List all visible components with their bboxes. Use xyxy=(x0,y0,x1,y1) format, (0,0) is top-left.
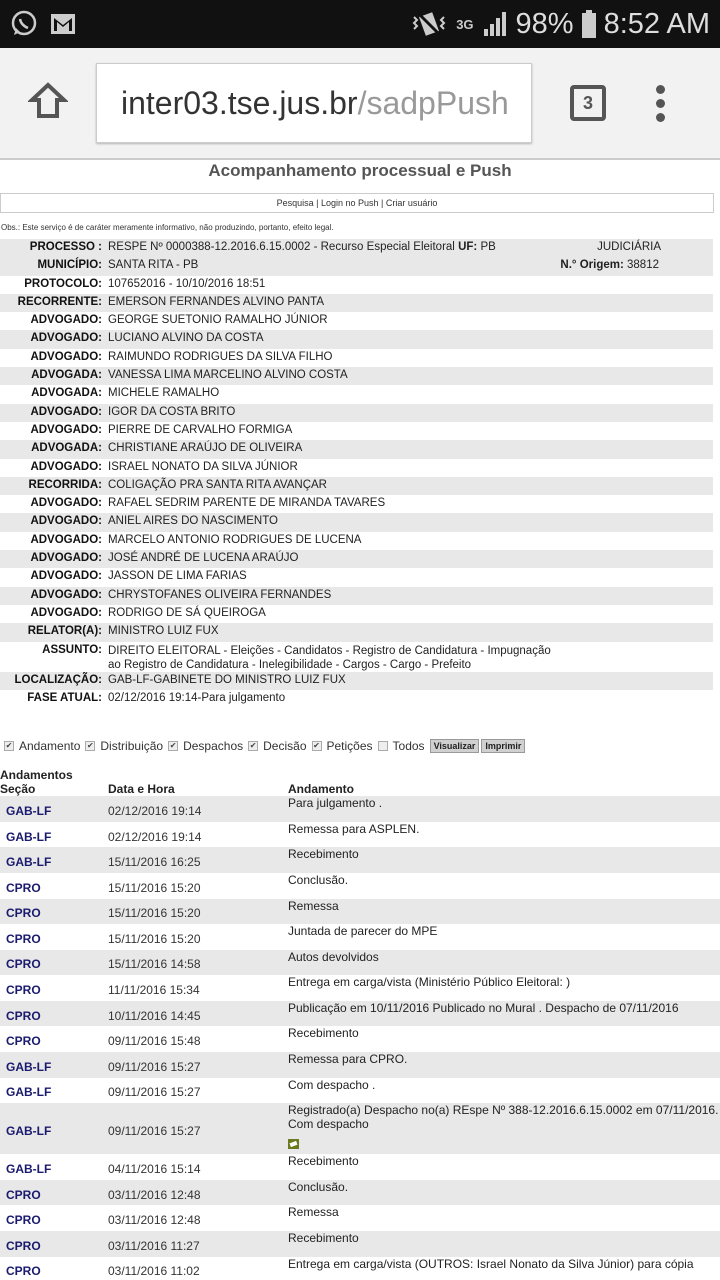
andamento-cell xyxy=(288,1180,720,1206)
menu-dot xyxy=(656,113,665,122)
visualizar-button[interactable]: Visualizar xyxy=(430,739,480,753)
info-row xyxy=(0,404,713,422)
table-row xyxy=(0,847,720,873)
info-value: 02/12/2016 19:14-Para julgamento xyxy=(108,691,286,704)
info-row xyxy=(0,532,713,550)
tab-count: 3 xyxy=(582,92,593,113)
andamento-text: Juntada de parecer do MPE xyxy=(288,924,438,939)
info-value: GEORGE SUETONIO RAMALHO JÚNIOR xyxy=(108,314,328,327)
data-hora: 03/11/2016 11:27 xyxy=(108,1238,200,1253)
checkbox-checked[interactable]: ✔ xyxy=(5,741,13,751)
info-row xyxy=(0,513,713,531)
document-icon[interactable] xyxy=(288,1139,299,1149)
andamento-cell xyxy=(288,873,720,899)
andamentos-table xyxy=(0,796,720,1280)
tab-switcher-button[interactable] xyxy=(570,85,606,121)
status-bar xyxy=(0,0,720,48)
table-row xyxy=(0,796,720,822)
col-secao: Seção xyxy=(0,782,36,797)
table-row xyxy=(0,873,720,899)
andamento-cell xyxy=(288,847,720,873)
info-value: COLIGAÇÃO PRA SANTA RITA AVANÇAR xyxy=(108,478,327,491)
data-hora: 09/11/2016 15:48 xyxy=(108,1034,201,1049)
andamento-cell xyxy=(288,924,720,950)
nav-links xyxy=(0,193,714,213)
overflow-menu-button[interactable] xyxy=(656,85,665,122)
data-hora: 11/11/2016 15:34 xyxy=(108,983,200,998)
info-value: RAFAEL SEDRIM PARENTE DE MIRANDA TAVARES xyxy=(108,497,386,510)
secao-link[interactable]: CPRO xyxy=(6,931,41,946)
info-value: CHRISTIANE ARAÚJO DE OLIVEIRA xyxy=(108,442,303,455)
home-button[interactable] xyxy=(0,81,96,126)
andamento-text: Remessa xyxy=(288,1205,339,1220)
info-row xyxy=(0,672,713,690)
andamento-cell xyxy=(288,1257,720,1280)
checkbox-checked[interactable]: ✔ xyxy=(249,741,257,751)
info-value: IGOR DA COSTA BRITO xyxy=(108,405,236,418)
andamento-text: Remessa para CPRO. xyxy=(288,1052,408,1067)
secao-link[interactable]: GAB-LF xyxy=(6,855,52,870)
andamento-text: Com despacho . xyxy=(288,1077,376,1092)
table-row xyxy=(0,899,720,925)
secao-link[interactable]: CPRO xyxy=(6,1034,41,1049)
filter-decisão[interactable] xyxy=(248,739,306,753)
info-value: ANIEL AIRES DO NASCIMENTO xyxy=(108,515,278,528)
info-value: JOSÉ ANDRÉ DE LUCENA ARAÚJO xyxy=(108,552,299,565)
info-value: MARCELO ANTONIO RODRIGUES DE LUCENA xyxy=(108,533,362,546)
secao-link[interactable]: CPRO xyxy=(6,1008,41,1023)
info-row xyxy=(0,276,713,294)
process-info xyxy=(0,239,713,708)
secao-link[interactable]: CPRO xyxy=(6,983,41,998)
data-hora: 03/11/2016 12:48 xyxy=(108,1213,201,1228)
filter-bar xyxy=(0,738,720,754)
url-host: inter03.tse.jus.br xyxy=(121,84,358,121)
info-value: MINISTRO LUIZ FUX xyxy=(108,625,219,638)
andamento-text: Remessa xyxy=(288,898,339,913)
info-label: RECORRENTE: xyxy=(17,295,102,308)
info-label: ADVOGADA: xyxy=(31,387,102,400)
andamento-cell xyxy=(288,1052,720,1078)
data-hora: 02/12/2016 19:14 xyxy=(108,803,202,818)
info-row xyxy=(0,367,713,385)
gmail-icon xyxy=(50,13,76,35)
info-row xyxy=(0,459,713,477)
vibrate-mute-icon xyxy=(410,11,448,37)
info-row xyxy=(0,587,713,605)
andamento-text: Conclusão. xyxy=(288,1179,349,1194)
andamentos-title: Andamentos xyxy=(0,768,73,783)
info-label: ASSUNTO: xyxy=(42,643,102,656)
andamento-text: Conclusão. xyxy=(288,872,349,887)
filter-andamento[interactable] xyxy=(4,739,80,753)
checkbox-checked[interactable]: ✔ xyxy=(313,741,320,751)
info-label: ADVOGADO: xyxy=(30,350,102,363)
table-row xyxy=(0,1052,720,1078)
table-row xyxy=(0,924,720,950)
info-label: RELATOR(A): xyxy=(27,625,102,638)
secao-link[interactable]: GAB-LF xyxy=(6,1123,52,1138)
info-label: ADVOGADO: xyxy=(30,533,102,546)
andamento-text: Publicação em 10/11/2016 Publicado no Mural . Despacho de 07/11/2016 xyxy=(288,1000,679,1015)
info-row xyxy=(0,568,713,586)
data-hora: 15/11/2016 14:58 xyxy=(108,957,201,972)
home-icon xyxy=(28,81,68,126)
info-row xyxy=(0,623,713,641)
info-value: MICHELE RAMALHO xyxy=(108,387,220,400)
info-value: RAIMUNDO RODRIGUES DA SILVA FILHO xyxy=(108,350,333,363)
info-value: 107652016 - 10/10/2016 18:51 xyxy=(108,277,266,290)
info-label: ADVOGADO: xyxy=(30,460,102,473)
table-row xyxy=(0,950,720,976)
andamento-cell xyxy=(288,1231,720,1257)
info-value: SANTA RITA - PB xyxy=(108,259,199,272)
andamento-text: Entrega em carga/vista (Ministério Público Eleitoral: ) xyxy=(288,975,571,990)
info-label: ADVOGADO: xyxy=(30,552,102,565)
table-row xyxy=(0,1154,720,1180)
info-value: LUCIANO ALVINO DA COSTA xyxy=(108,332,264,345)
origem-label: N.° Origem: xyxy=(560,259,624,272)
info-row xyxy=(0,550,713,568)
data-hora: 09/11/2016 15:27 xyxy=(108,1085,201,1100)
table-row xyxy=(0,1103,720,1154)
data-hora: 03/11/2016 12:48 xyxy=(108,1187,201,1202)
data-hora: 15/11/2016 15:20 xyxy=(108,906,201,921)
info-label: ADVOGADA: xyxy=(31,442,102,455)
info-label: ADVOGADO: xyxy=(30,497,102,510)
info-value: RODRIGO DE SÁ QUEIROGA xyxy=(108,606,266,619)
table-row xyxy=(0,1205,720,1231)
data-hora: 03/11/2016 11:02 xyxy=(108,1264,200,1279)
info-value: VANESSA LIMA MARCELINO ALVINO COSTA xyxy=(108,369,348,382)
battery-percent: 98% xyxy=(515,7,574,40)
info-value: CHRYSTOFANES OLIVEIRA FERNANDES xyxy=(108,588,332,601)
info-label: ADVOGADA: xyxy=(31,369,102,382)
info-row xyxy=(0,330,713,348)
origem xyxy=(560,259,713,271)
info-value: ISRAEL NONATO DA SILVA JÚNIOR xyxy=(108,460,298,473)
secao-link[interactable]: CPRO xyxy=(6,957,41,972)
clock: 8:52 AM xyxy=(603,7,710,40)
secao-link[interactable]: CPRO xyxy=(6,906,41,921)
checkbox-unchecked[interactable] xyxy=(378,741,388,751)
info-row-processo xyxy=(0,239,713,257)
filter-petições[interactable] xyxy=(312,739,373,753)
info-row xyxy=(0,349,713,367)
secao-link[interactable]: GAB-LF xyxy=(6,1162,52,1177)
info-row xyxy=(0,495,713,513)
info-label: ADVOGADO: xyxy=(30,606,102,619)
secao-link[interactable]: CPRO xyxy=(6,1213,41,1228)
andamento-text: Remessa para ASPLEN. xyxy=(288,821,420,836)
info-row-municipio xyxy=(0,257,713,275)
secao-link[interactable]: GAB-LF xyxy=(6,829,52,844)
info-row xyxy=(0,477,713,495)
network-type: 3G xyxy=(456,16,474,32)
page-title: Acompanhamento processual e Push xyxy=(208,161,512,180)
url-bar[interactable] xyxy=(96,63,532,143)
andamento-cell xyxy=(288,1205,720,1231)
signal-icon xyxy=(482,11,508,37)
andamento-text: Recebimento xyxy=(288,1026,359,1041)
info-row xyxy=(0,642,713,672)
info-value: JASSON DE LIMA FARIAS xyxy=(108,570,247,583)
info-row xyxy=(0,312,713,330)
checkbox-checked[interactable]: ✔ xyxy=(169,741,177,751)
secao-link[interactable]: CPRO xyxy=(6,1187,41,1202)
table-row xyxy=(0,1026,720,1052)
battery-icon xyxy=(582,10,596,38)
separator: | xyxy=(378,198,386,208)
info-row xyxy=(0,690,713,708)
disclaimer: Obs.: Este serviço é de caráter meramente informativo, não produzindo, portanto, efeito legal. xyxy=(1,223,334,232)
data-hora: 15/11/2016 16:25 xyxy=(108,855,201,870)
data-hora: 09/11/2016 15:27 xyxy=(108,1059,201,1074)
data-hora: 09/11/2016 15:27 xyxy=(108,1123,201,1138)
info-label: ADVOGADO: xyxy=(30,423,102,436)
create-user-link[interactable]: Criar usuário xyxy=(385,198,438,208)
table-row xyxy=(0,1180,720,1206)
info-row xyxy=(0,422,713,440)
andamento-cell xyxy=(288,1154,720,1180)
filter-label: Petições xyxy=(326,739,373,754)
info-label: ADVOGADO: xyxy=(30,588,102,601)
info-label: ADVOGADO: xyxy=(30,515,102,528)
info-value: DIREITO ELEITORAL - Eleições - Candidatos - Registro de Candidatura - Impugnação ao Registro de Candidatura - Inelegibilidade - Cargos - Cargo - Prefeito xyxy=(108,644,551,671)
secao-link[interactable]: CPRO xyxy=(6,880,41,895)
checkbox-checked[interactable]: ✔ xyxy=(87,741,94,751)
info-value xyxy=(108,241,597,253)
andamento-cell xyxy=(288,950,720,976)
filter-label: Andamento xyxy=(19,739,81,754)
info-label: PROTOCOLO: xyxy=(24,277,102,290)
andamento-cell xyxy=(288,822,720,848)
secao-link[interactable]: GAB-LF xyxy=(6,1085,52,1100)
andamento-cell xyxy=(288,975,720,1001)
table-row xyxy=(0,1231,720,1257)
andamento-text: Para julgamento . xyxy=(288,796,383,811)
info-row xyxy=(0,385,713,403)
info-label: ADVOGADO: xyxy=(30,405,102,418)
info-row xyxy=(0,294,713,312)
uf-label: UF: xyxy=(458,241,478,253)
table-row xyxy=(0,975,720,1001)
secao-link[interactable]: GAB-LF xyxy=(6,1059,52,1074)
andamento-text: Recebimento xyxy=(288,1154,359,1169)
data-hora: 15/11/2016 15:20 xyxy=(108,931,201,946)
andamento-cell xyxy=(288,899,720,925)
data-hora: 15/11/2016 15:20 xyxy=(108,880,201,895)
table-row xyxy=(0,822,720,848)
filter-despachos[interactable] xyxy=(168,739,243,753)
andamento-cell xyxy=(288,1078,720,1104)
data-hora: 04/11/2016 15:14 xyxy=(108,1162,201,1177)
menu-dot xyxy=(656,99,665,108)
search-link[interactable]: Pesquisa xyxy=(276,198,314,208)
col-data: Data e Hora xyxy=(108,782,175,797)
menu-dot xyxy=(656,85,665,94)
andamento-text: Entrega em carga/vista (OUTROS: Israel Nonato da Silva Júnior) para cópia xyxy=(288,1256,694,1271)
table-row xyxy=(0,1257,720,1280)
browser-toolbar xyxy=(0,48,720,160)
separator: | xyxy=(313,198,321,208)
info-row xyxy=(0,440,713,458)
filter-label: Despachos xyxy=(183,739,244,754)
info-value: GAB-LF-GABINETE DO MINISTRO LUIZ FUX xyxy=(108,673,346,686)
secao-link[interactable]: CPRO xyxy=(6,1238,41,1253)
info-label: ADVOGADO: xyxy=(30,570,102,583)
imprimir-button[interactable]: Imprimir xyxy=(481,739,525,753)
info-label: ADVOGADO: xyxy=(30,332,102,345)
info-label: ADVOGADO: xyxy=(30,314,102,327)
info-label: RECORRIDA: xyxy=(28,478,102,491)
info-value: EMERSON FERNANDES ALVINO PANTA xyxy=(108,295,324,308)
col-andamento: Andamento xyxy=(288,782,354,797)
login-push-link[interactable]: Login no Push xyxy=(320,198,379,208)
uf-value: PB xyxy=(480,241,496,253)
andamento-cell xyxy=(288,1026,720,1052)
filter-label: Decisão xyxy=(263,739,307,754)
filter-label: Todos xyxy=(392,739,425,754)
processo-value: RESPE Nº 0000388-12.2016.6.15.0002 - Recurso Especial Eleitoral xyxy=(108,241,455,253)
andamento-text-2: Com despacho xyxy=(288,1117,369,1132)
filter-todos[interactable] xyxy=(378,739,425,753)
secao-link[interactable]: GAB-LF xyxy=(6,803,52,818)
filter-label: Distribuição xyxy=(100,739,164,754)
andamento-text: Autos devolvidos xyxy=(288,949,379,964)
filter-distribuição[interactable] xyxy=(85,739,163,753)
data-hora: 10/11/2016 14:45 xyxy=(108,1008,201,1023)
classe-value: JUDICIÁRIA xyxy=(597,241,661,253)
info-row xyxy=(0,605,713,623)
origem-value: 38812 xyxy=(627,259,659,272)
andamento-cell xyxy=(288,796,720,822)
andamento-text: Recebimento xyxy=(288,1231,359,1246)
info-label: FASE ATUAL: xyxy=(27,691,102,704)
info-label: MUNICÍPIO: xyxy=(37,259,102,272)
andamento-text: Registrado(a) Despacho no(a) REspe Nº 388-12.2016.6.15.0002 em 07/11/2016. xyxy=(288,1103,719,1118)
data-hora: 02/12/2016 19:14 xyxy=(108,829,202,844)
andamentos-header xyxy=(0,782,720,796)
secao-link[interactable]: CPRO xyxy=(6,1264,41,1279)
andamento-cell xyxy=(288,1103,720,1154)
andamento-cell xyxy=(288,1001,720,1027)
table-row xyxy=(0,1078,720,1104)
url-path: /sadpPush xyxy=(357,84,509,121)
info-value: PIERRE DE CARVALHO FORMIGA xyxy=(108,423,293,436)
info-label: PROCESSO : xyxy=(29,241,102,253)
andamento-text: Recebimento xyxy=(288,847,359,862)
info-label: LOCALIZAÇÃO: xyxy=(14,673,102,686)
table-row xyxy=(0,1001,720,1027)
whatsapp-icon xyxy=(10,10,38,38)
